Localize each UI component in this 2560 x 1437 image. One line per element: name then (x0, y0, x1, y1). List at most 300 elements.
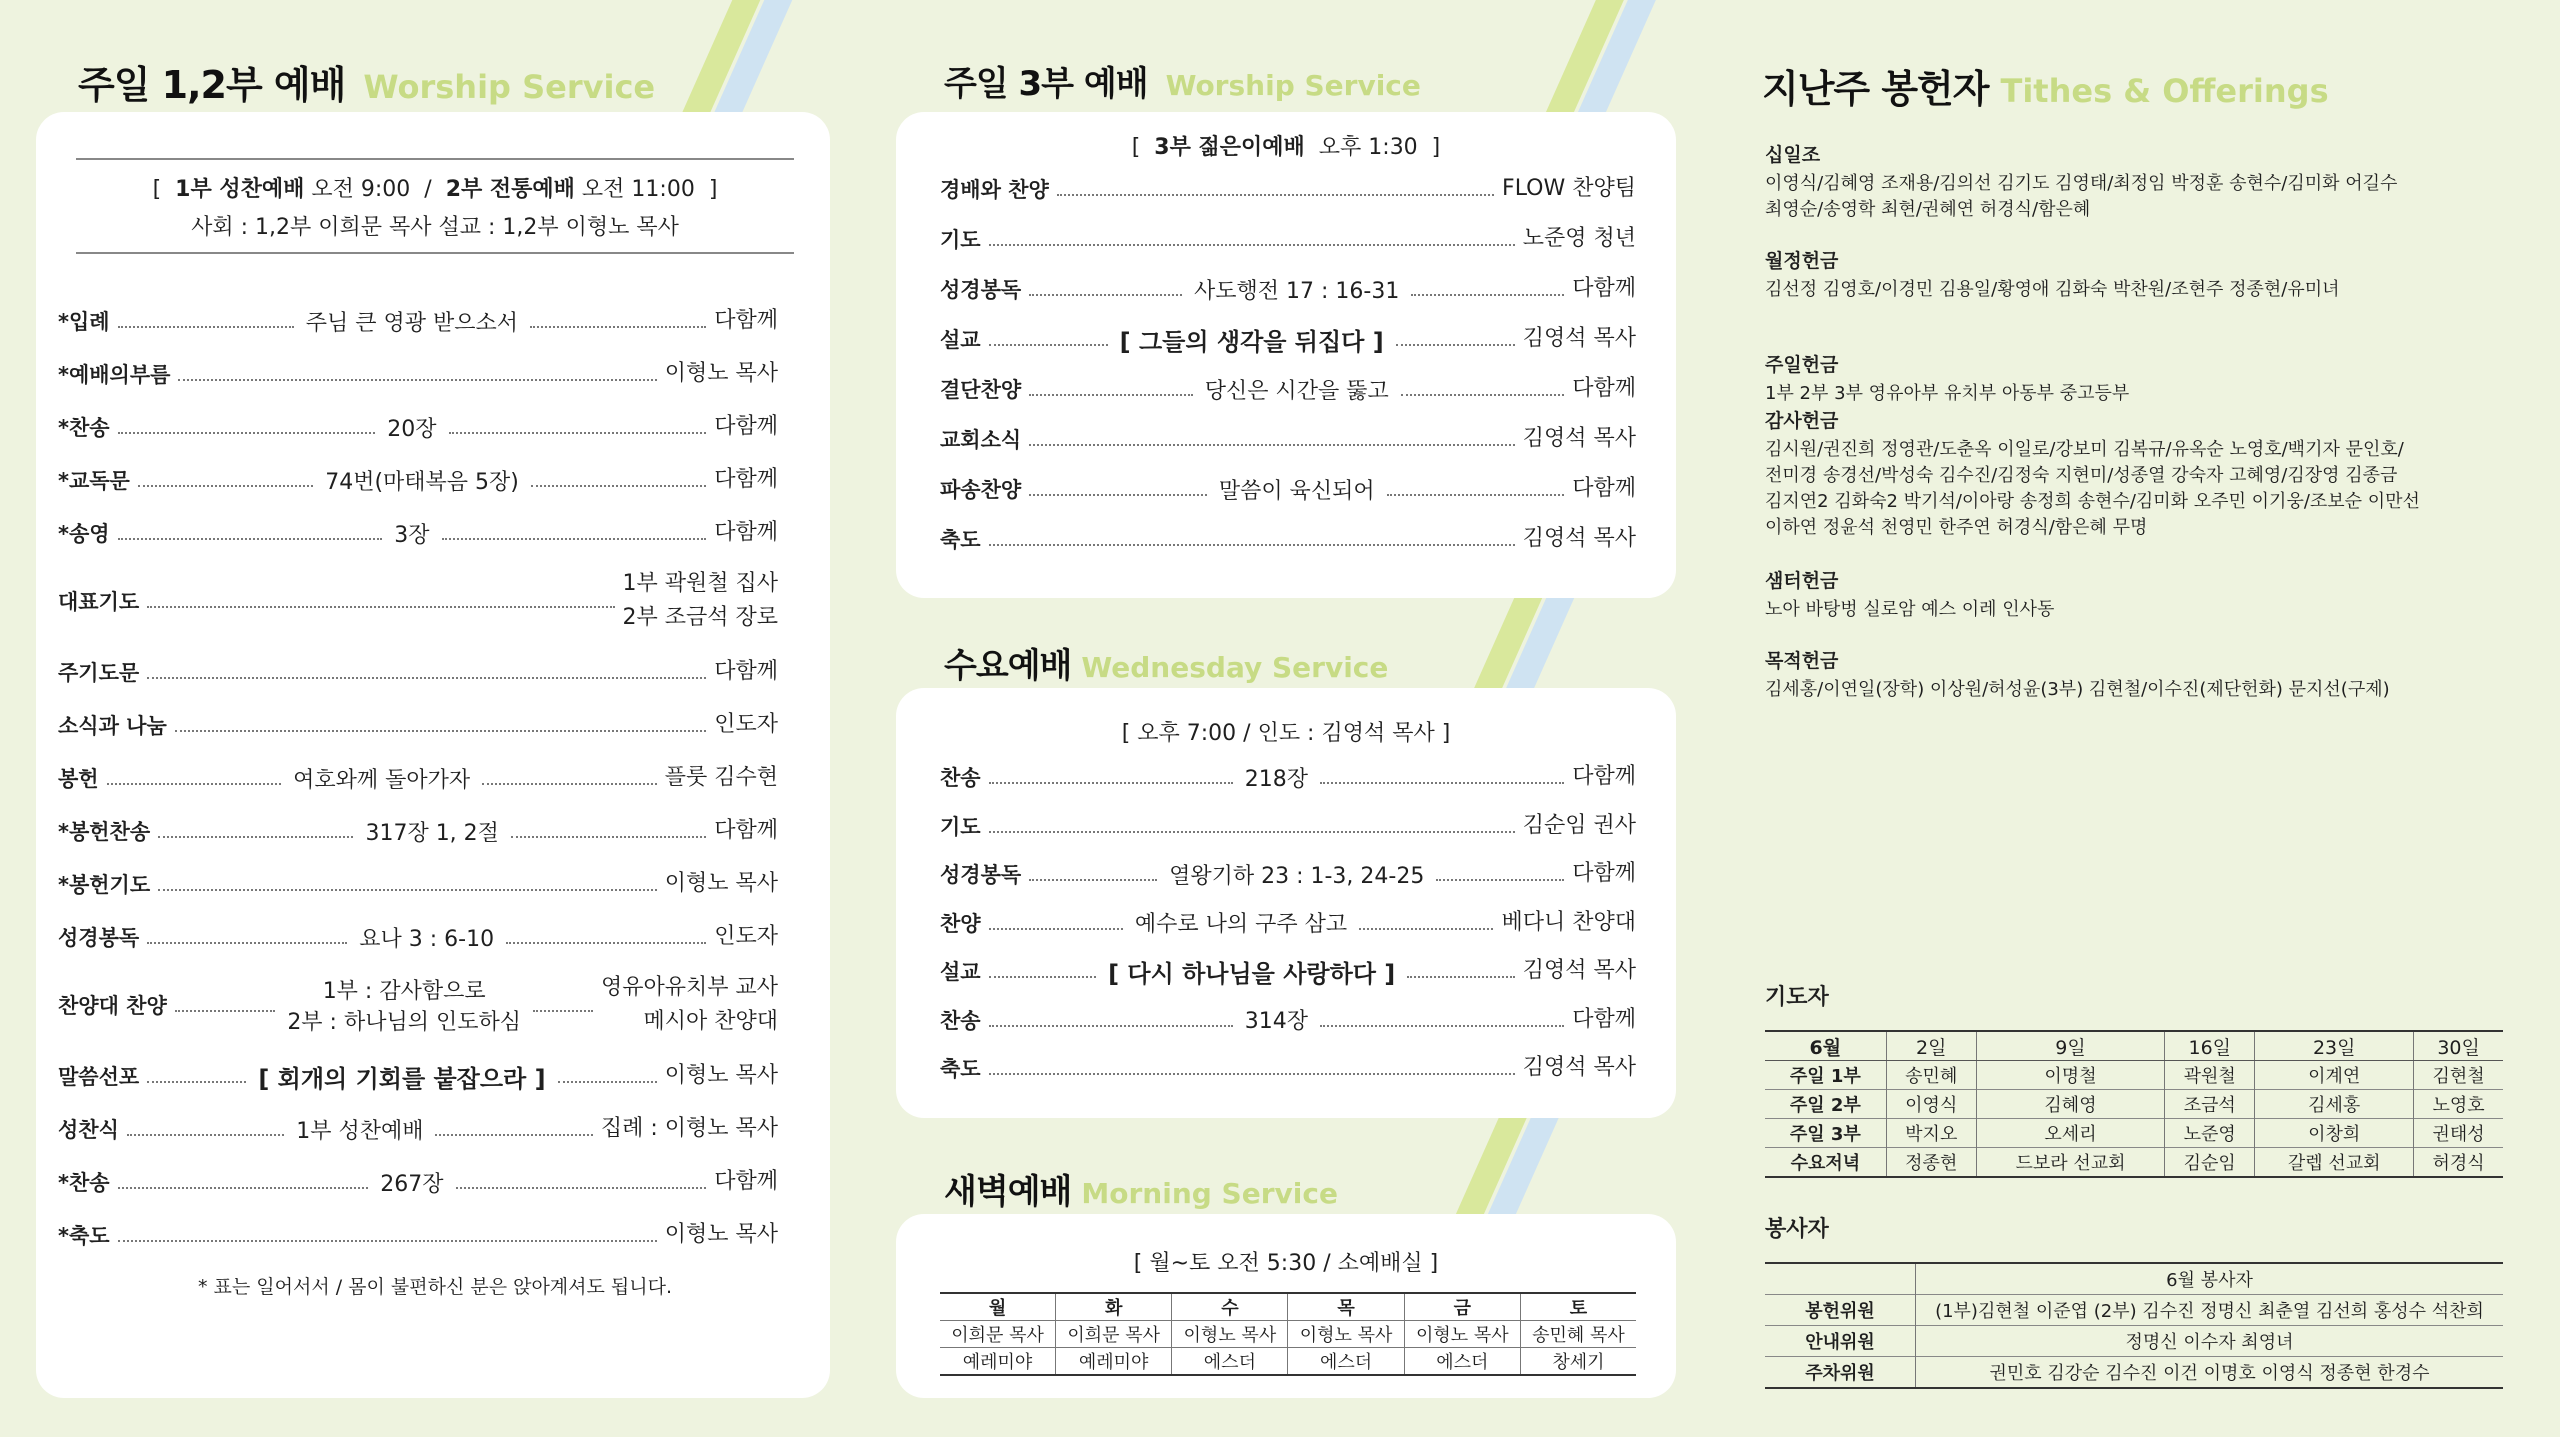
service-3-time: 오후 1:30 (1318, 135, 1418, 160)
servants-cell: 봉헌위원 (1765, 1295, 1916, 1326)
row-leader-line: 베다니 찬양대 (1501, 909, 1636, 935)
offering-heading: 샘터헌금 (1765, 570, 1839, 592)
morning-cell: 이형노 목사 (1404, 1321, 1520, 1348)
dot-leader (989, 344, 1108, 346)
servants-table (1765, 1262, 2503, 1389)
prayer-title: 기도자 (1765, 985, 1829, 1010)
title-ko: 주일 3부 예배 (944, 64, 1148, 104)
section-title-wednesday (944, 638, 1388, 687)
service-row (940, 1053, 1636, 1083)
row-label: 결단찬양 (940, 378, 1022, 402)
service-row (58, 816, 778, 846)
row-label: *찬송 (58, 416, 110, 440)
servants-row (1765, 1357, 2503, 1389)
row-content-line: 1부 성찬예배 (296, 1118, 424, 1144)
morning-table (940, 1292, 1636, 1376)
dot-leader (1396, 344, 1515, 346)
row-leader (1501, 906, 1636, 940)
morning-cell: 금 (1404, 1293, 1520, 1321)
row-leader-line: 이형노 목사 (664, 1063, 778, 1088)
row-leader-line: 김영석 목사 (1522, 426, 1636, 451)
row-content (1131, 907, 1351, 938)
row-leader-line: FLOW 찬양팀 (1502, 176, 1636, 201)
service-row (58, 518, 778, 548)
morning-cell: 월 (940, 1293, 1056, 1321)
morning-cell: 이희문 목사 (940, 1321, 1056, 1348)
offering-heading: 감사헌금 (1765, 410, 1839, 432)
row-leader-line: 다함께 (1572, 1006, 1636, 1032)
service-1-name: 1부 성찬예배 (175, 177, 305, 202)
row-label: 대표기도 (58, 590, 140, 614)
divider (76, 252, 794, 254)
row-leader-line: 김영석 목사 (1522, 326, 1637, 351)
row-leader (1572, 1003, 1636, 1037)
row-leader-line: 다함께 (714, 414, 779, 439)
dot-leader (1320, 1025, 1564, 1027)
prayer-cell: 김혜영 (1976, 1090, 2164, 1119)
offering-names: 김시원/권진희 정영관/도춘옥 이일로/강보미 김복규/유옥순 노영호/백기자 문인호/ (1765, 439, 2404, 460)
morning-cell: 예레미야 (1056, 1348, 1172, 1376)
row-leader (1523, 1051, 1636, 1085)
row-content-line: 예수로 나의 구주 삼고 (1134, 912, 1348, 937)
dot-leader (989, 544, 1515, 546)
offering-heading: 십일조 (1765, 144, 1821, 166)
row-leader-line: 김순임 권사 (1522, 812, 1636, 838)
row-leader (1572, 857, 1636, 891)
dot-leader (118, 1187, 369, 1189)
dot-leader (1029, 879, 1157, 881)
offering-names: 최영순/송영학 최현/권혜연 허경식/함은혜 (1765, 199, 2091, 220)
dot-leader (530, 326, 706, 328)
row-label: 주기도문 (58, 661, 140, 685)
row-label: 파송찬양 (940, 478, 1022, 502)
dot-leader (1029, 294, 1182, 296)
row-leader (665, 867, 778, 901)
service-row (58, 763, 778, 793)
row-leader-line: 다함께 (714, 659, 778, 684)
prayer-cell: 정종현 (1886, 1148, 1976, 1178)
row-leader-line: 김영석 목사 (1522, 526, 1636, 551)
section-title-worship-1-2 (78, 54, 655, 109)
dot-leader (118, 432, 376, 434)
row-label: 성찬식 (58, 1118, 119, 1142)
row-leader (1523, 222, 1636, 256)
wednesday-header: [ 오후 7:00 / 인도 : 김영석 목사 ] (1121, 721, 1451, 746)
row-content (254, 1059, 549, 1094)
prayer-cell: 이영식 (1886, 1090, 1976, 1119)
prayer-cell: 김현철 (2414, 1061, 2503, 1090)
service-row (940, 908, 1636, 938)
morning-row (940, 1321, 1636, 1348)
dot-leader (175, 730, 706, 732)
morning-cell: 화 (1056, 1293, 1172, 1321)
prayer-header-cell: 9일 (1976, 1031, 2164, 1061)
dot-leader (989, 976, 1096, 978)
section-title-morning (944, 1164, 1338, 1213)
morning-cell: 예레미야 (940, 1348, 1056, 1376)
offering-names: 김지연2 김화숙2 박기석/이아랑 송정희 송현수/김미화 오주민 이기웅/조보순 이만선 (1765, 491, 2420, 512)
row-content (283, 974, 525, 1036)
row-leader (714, 814, 778, 848)
row-content (383, 412, 440, 443)
row-content-line: [ 그들의 생각을 뒤집다 ] (1119, 327, 1384, 356)
dot-leader (989, 1025, 1233, 1027)
service-row (940, 424, 1636, 454)
row-content-line: 3장 (394, 522, 430, 548)
offering-heading: 주일헌금 (1765, 354, 1839, 376)
dot-leader (1407, 976, 1514, 978)
row-leader (714, 516, 778, 550)
row-content (1241, 1004, 1312, 1035)
service-2-time: 오전 11:00 (581, 177, 695, 202)
row-leader (1572, 272, 1636, 306)
prayer-cell: 곽원철 (2165, 1061, 2255, 1090)
dot-leader (147, 677, 706, 679)
morning-cell: 이형노 목사 (1172, 1321, 1288, 1348)
row-leader-line: 다함께 (714, 308, 779, 333)
row-label: 교회소식 (940, 428, 1022, 452)
row-content-line: [ 회개의 기회를 붙잡으라 ] (258, 1064, 546, 1093)
row-leader (1523, 322, 1636, 356)
row-content-line: 267장 (380, 1171, 444, 1197)
prayer-cell: 이명철 (1976, 1061, 2164, 1090)
row-content-line: 2부 : 하나님의 인도하심 (287, 1010, 521, 1035)
title-ko: 주일 1,2부 예배 (78, 63, 346, 107)
morning-cell: 이희문 목사 (1056, 1321, 1172, 1348)
service-row (940, 324, 1636, 354)
prayer-cell: 이창희 (2255, 1119, 2414, 1148)
row-content-line: 20장 (387, 416, 437, 442)
row-leader (665, 761, 778, 795)
prayer-header-cell: 2일 (1886, 1031, 1976, 1061)
dot-leader (107, 783, 282, 785)
row-leader (1523, 522, 1636, 556)
row-leader-line: 다함께 (714, 818, 779, 843)
row-content (1165, 859, 1428, 890)
row-leader-line: 김영석 목사 (1522, 1055, 1636, 1080)
dot-leader (178, 379, 656, 381)
prayer-cell: 권태성 (2414, 1119, 2503, 1148)
morning-cell: 수 (1172, 1293, 1288, 1321)
service-row (940, 374, 1636, 404)
row-leader-line: 메시아 찬양대 (643, 1009, 778, 1034)
row-label: *예배의부름 (58, 363, 171, 387)
title-en: Worship Service (1165, 69, 1421, 102)
row-content (1241, 762, 1312, 793)
row-leader-line: 다함께 (714, 520, 779, 545)
morning-row (940, 1348, 1636, 1376)
dot-leader (1029, 444, 1515, 446)
row-leader (714, 304, 778, 338)
service-times: [ 1부 성찬예배 오전 9:00 / 2부 전통예배 오전 11:00 ] (152, 177, 718, 202)
service-2-name: 2부 전통예배 (445, 177, 575, 202)
service-row (58, 710, 778, 740)
dot-leader (558, 1081, 657, 1083)
prayer-cell: 드보라 선교회 (1976, 1148, 2164, 1178)
row-label: *송영 (58, 522, 110, 546)
dot-leader (1387, 494, 1565, 496)
row-label: *입례 (58, 310, 110, 334)
row-label: 찬양 (940, 911, 981, 936)
dot-leader (456, 1187, 707, 1189)
prayer-cell: 김순임 (2165, 1148, 2255, 1178)
prayer-cell: 박지오 (1886, 1119, 1976, 1148)
morning-cell: 이형노 목사 (1288, 1321, 1404, 1348)
row-label: 찬양대 찬양 (58, 994, 167, 1018)
servants-row (1765, 1326, 2503, 1357)
dot-leader (147, 1081, 246, 1083)
dot-leader (158, 889, 657, 891)
morning-cell: 토 (1520, 1293, 1636, 1321)
prayer-cell: 김세홍 (2255, 1090, 2414, 1119)
dot-leader (1411, 294, 1564, 296)
row-label: 축도 (940, 528, 981, 552)
row-content-line: 당신은 시간을 뚫고 (1204, 378, 1389, 404)
service-row (58, 1167, 778, 1197)
dot-leader (118, 538, 383, 540)
prayer-cell: 주일 3부 (1765, 1119, 1886, 1148)
servants-title: 봉사자 (1765, 1217, 1829, 1242)
row-leader (714, 708, 778, 742)
offering-names: 노아 바탕벙 실로암 예스 이레 인사동 (1765, 599, 2055, 620)
prayer-row (1765, 1119, 2503, 1148)
prayer-table (1765, 1030, 2503, 1178)
row-leader-line: 다함께 (714, 467, 778, 492)
footnote: * 표는 일어서서 / 몸이 불편하신 분은 앉아계셔도 됩니다. (197, 1276, 673, 1298)
offering-group (1765, 246, 2525, 303)
offering-group (1765, 140, 2525, 223)
prayer-header-cell: 23일 (2255, 1031, 2414, 1061)
row-leader (1523, 954, 1636, 988)
service-row (58, 412, 778, 442)
row-leader-line: 이형노 목사 (664, 361, 778, 386)
row-label: 설교 (940, 328, 981, 352)
service-row (940, 524, 1636, 554)
row-content-line: 말씀이 육신되어 (1218, 478, 1375, 504)
row-label: 축도 (940, 1057, 981, 1081)
row-label: *봉헌찬송 (58, 820, 151, 844)
dot-leader (989, 244, 1515, 246)
offering-group (1765, 646, 2525, 703)
row-content (376, 1167, 447, 1198)
row-content-line: 317장 1, 2절 (365, 820, 499, 846)
row-leader-line: 집례 : 이형노 목사 (600, 1116, 778, 1141)
prayer-row (1765, 1061, 2503, 1090)
row-leader (1502, 172, 1636, 206)
servants-cell: 정명신 이수자 최영녀 (1916, 1326, 2504, 1357)
dot-leader (127, 1134, 284, 1136)
servants-header-row (1765, 1263, 2503, 1295)
row-label: 성경봉독 (58, 926, 140, 950)
servants-cell: 주차위원 (1765, 1357, 1916, 1389)
row-label: 설교 (940, 960, 981, 984)
row-leader (1523, 422, 1636, 456)
prayer-cell: 조금석 (2165, 1090, 2255, 1119)
row-leader (665, 357, 778, 391)
service-row (58, 869, 778, 899)
dot-leader (435, 1134, 592, 1136)
dot-leader (1401, 394, 1565, 396)
servants-row (1765, 1295, 2503, 1326)
row-content (1116, 322, 1388, 357)
row-label: 성경봉독 (940, 863, 1022, 887)
section-title-offerings (1762, 58, 2329, 113)
row-content-line: 사도행전 17 : 16-31 (1194, 278, 1400, 304)
dot-leader (482, 783, 657, 785)
prayer-row (1765, 1090, 2503, 1119)
offering-names: 김선정 김영호/이경민 김용일/황영애 김화숙 박찬원/조현주 정종현/유미녀 (1765, 279, 2340, 300)
service-row (58, 1114, 778, 1144)
morning-row (940, 1293, 1636, 1321)
prayer-cell: 오세리 (1976, 1119, 2164, 1148)
service-row (58, 571, 778, 631)
offering-group (1765, 566, 2525, 623)
prayer-cell: 이계연 (2255, 1061, 2414, 1090)
dot-leader (158, 836, 353, 838)
dot-leader (442, 538, 707, 540)
row-content (321, 465, 523, 496)
title-ko: 지난주 봉헌자 (1762, 67, 1989, 111)
row-content-line: 218장 (1244, 766, 1309, 792)
row-label: 기도 (940, 228, 981, 252)
row-leader-line: 다함께 (1572, 861, 1637, 886)
title-en: Worship Service (363, 68, 656, 106)
title-en: Morning Service (1081, 1177, 1338, 1210)
row-content-line: 74번(마태복음 5장) (325, 469, 519, 495)
title-en: Wednesday Service (1081, 651, 1389, 684)
title-ko: 수요예배 (944, 646, 1072, 686)
prayer-cell: 주일 2부 (1765, 1090, 1886, 1119)
row-content-line: 요나 3 : 6-10 (359, 926, 495, 952)
row-leader (1572, 760, 1636, 794)
offering-heading: 월정헌금 (1765, 250, 1839, 272)
row-leader-line: 다함께 (1572, 376, 1636, 401)
service-row (58, 975, 778, 1035)
row-leader (601, 971, 778, 1039)
row-content (289, 763, 474, 794)
dot-leader (531, 485, 706, 487)
dot-leader (118, 1240, 657, 1242)
row-content (1215, 474, 1379, 505)
dot-leader (1057, 194, 1494, 196)
row-leader-line: 인도자 (714, 712, 778, 737)
morning-cell: 창세기 (1520, 1348, 1636, 1376)
row-label: 찬송 (940, 766, 981, 790)
row-leader-line: 노준영 청년 (1522, 226, 1636, 251)
dot-leader (1320, 782, 1564, 784)
dot-leader (175, 1010, 276, 1012)
title-en: Tithes & Offerings (2000, 72, 2329, 110)
offering-names: 이영식/김혜영 조재용/김의선 김기도 김영태/최정임 박정훈 송현수/김미화 어길수 (1765, 173, 2398, 194)
row-label: *교독문 (58, 469, 130, 493)
row-leader (1572, 372, 1636, 406)
row-leader (714, 920, 778, 954)
row-label: 소식과 나눔 (58, 714, 167, 738)
row-leader (714, 1165, 778, 1199)
dot-leader (989, 928, 1123, 930)
service-row (940, 274, 1636, 304)
offering-names: 이하연 정윤석 천영민 한주연 허경식/함은혜 무명 (1765, 517, 2148, 538)
row-leader-line: 영유아유치부 교사 (600, 975, 778, 1000)
prayer-cell: 수요저녁 (1765, 1148, 1886, 1178)
row-leader-line: 1부 곽원철 집사 (622, 571, 778, 596)
row-content (292, 1114, 427, 1145)
prayer-cell: 허경식 (2414, 1148, 2503, 1178)
row-content-line: 314장 (1244, 1009, 1309, 1034)
service-row (58, 657, 778, 687)
row-content (1201, 374, 1393, 405)
offering-names: 김세홍/이연일(장학) 이상원/허성윤(3부) 김현철/이수진(제단헌화) 문지선(구제) (1765, 679, 2390, 700)
service-row (58, 359, 778, 389)
servants-corner-cell (1765, 1263, 1916, 1295)
service-row (58, 306, 778, 336)
row-label: *축도 (58, 1224, 110, 1248)
title-ko: 새벽예배 (944, 1172, 1072, 1212)
prayer-cell: 노준영 (2165, 1119, 2255, 1148)
row-leader (1572, 472, 1636, 506)
dot-leader (511, 836, 706, 838)
dot-leader (1029, 494, 1207, 496)
service-staff: 사회 : 1,2부 이희문 목사 설교 : 1,2부 이형노 목사 (191, 215, 679, 240)
row-content (355, 922, 498, 953)
row-leader-line: 인도자 (714, 924, 778, 949)
dot-leader (989, 831, 1515, 833)
row-leader-line: 이형노 목사 (664, 871, 778, 896)
prayer-cell: 주일 1부 (1765, 1061, 1886, 1090)
section-title-worship-3 (944, 56, 1421, 105)
prayer-header-cell: 16일 (2165, 1031, 2255, 1061)
dot-leader (989, 1073, 1515, 1075)
servants-cell: 안내위원 (1765, 1326, 1916, 1357)
service-row (940, 224, 1636, 254)
service-row (58, 922, 778, 952)
row-label: 경배와 찬양 (940, 178, 1049, 202)
row-leader (623, 567, 779, 635)
dot-leader (449, 432, 707, 434)
service-row (940, 1005, 1636, 1035)
row-label: 성경봉독 (940, 278, 1022, 302)
offering-names: 1부 2부 3부 영유아부 유치부 아동부 중고등부 (1765, 383, 2130, 404)
dot-leader (1436, 879, 1564, 881)
row-content (1104, 954, 1399, 989)
row-leader-line: 다함께 (714, 1169, 779, 1194)
row-leader-line: 다함께 (1572, 476, 1636, 501)
service-row (58, 1220, 778, 1250)
offering-group (1765, 350, 2525, 407)
row-leader-line: 김영석 목사 (1522, 958, 1637, 983)
divider (76, 158, 794, 160)
prayer-cell: 송민혜 (1886, 1061, 1976, 1090)
prayer-cell: 노영호 (2414, 1090, 2503, 1119)
prayer-row (1765, 1148, 2503, 1178)
row-leader (665, 1218, 778, 1252)
service-row (940, 174, 1636, 204)
row-label: *찬송 (58, 1171, 110, 1195)
row-leader (714, 655, 778, 689)
prayer-header-row (1765, 1031, 2503, 1061)
morning-cell: 목 (1288, 1293, 1404, 1321)
row-leader-line: 다함께 (1572, 276, 1636, 301)
dot-leader (989, 782, 1233, 784)
dot-leader (533, 1010, 593, 1012)
morning-cell: 에스더 (1404, 1348, 1520, 1376)
service-row (940, 762, 1636, 792)
dot-leader (1029, 394, 1193, 396)
row-label: 봉헌 (58, 767, 99, 791)
row-content-line: 여호와께 돌아가자 (293, 767, 471, 793)
service-3-name: 3부 젊은이예배 (1154, 135, 1305, 160)
dot-leader (147, 942, 347, 944)
